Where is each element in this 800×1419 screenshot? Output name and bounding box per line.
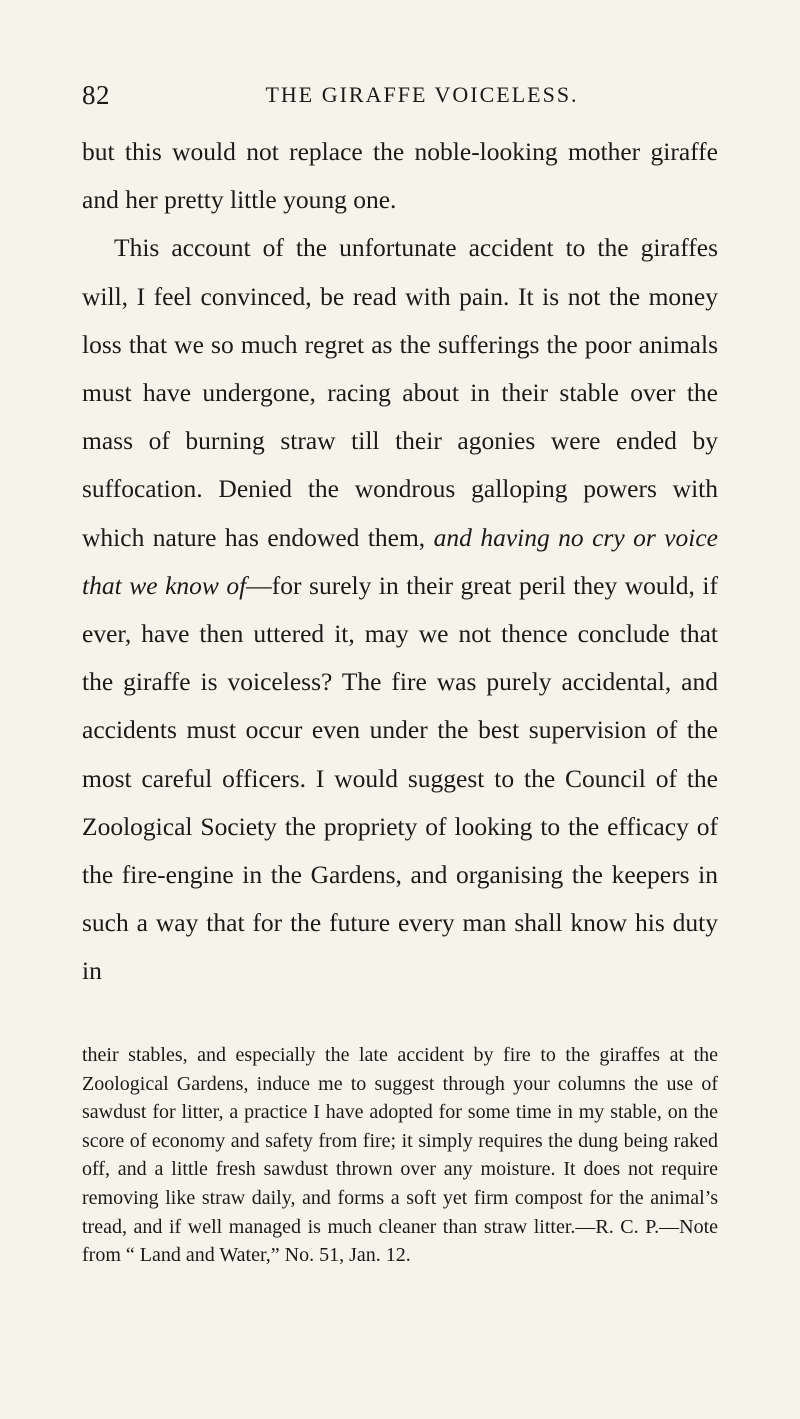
- page-header: [82, 80, 722, 116]
- footnote-text: their stables, and especially the late accident by fire to the giraffes at the Zoological Gardens, induce me to suggest through your columns the use of sawdust for litter, a practice I have adopted for some time in my stable, on the score of economy and safety from fire; it simply requires the dung being raked off, and a little fresh sawdust thrown over any moisture. It does not require removing like straw daily, and forms a soft yet firm compost for the animal’s tread, and if well managed is much cleaner than straw litter.—R. C. P.—Note from “ Land and Water,” No. 51, Jan. 12.: [82, 1044, 718, 1267]
- paragraph-1: [82, 128, 718, 224]
- paragraph-2: [82, 224, 718, 995]
- paragraph-2-start: This account of the unfortunate accident to the giraffes will, I feel convinced, be read with pain. It is not the money loss that we so much regret as the sufferings the poor animals must have undergone, racing about in their stable over the mass of burning straw till their agonies were ended by suffocation. Denied the wondrous galloping powers with which nature has endowed them,: [82, 233, 718, 552]
- main-text: [82, 128, 718, 996]
- page-number: 82: [82, 80, 110, 110]
- paragraph-2-italic: and having no cry or voice that we know of: [82, 522, 718, 600]
- running-head: THE GIRAFFE VOICELESS.: [265, 82, 579, 107]
- footnote: [82, 1041, 718, 1270]
- paragraph-2-end: —for surely in their great peril they would, if ever, have then uttered it, may we not thence conclude that the giraffe is voiceless? The fire was purely accidental, and accidents must occur even under the best supervision of the most careful officers. I would suggest to the Council of the Zoological Society the propriety of looking to the efficacy of the fire-engine in the Gardens, and organising the keepers in such a way that for the future every man shall know his duty in: [82, 570, 718, 986]
- paragraph-1-text: but this would not replace the noble-looking mother giraffe and her pretty little young one.: [82, 137, 718, 215]
